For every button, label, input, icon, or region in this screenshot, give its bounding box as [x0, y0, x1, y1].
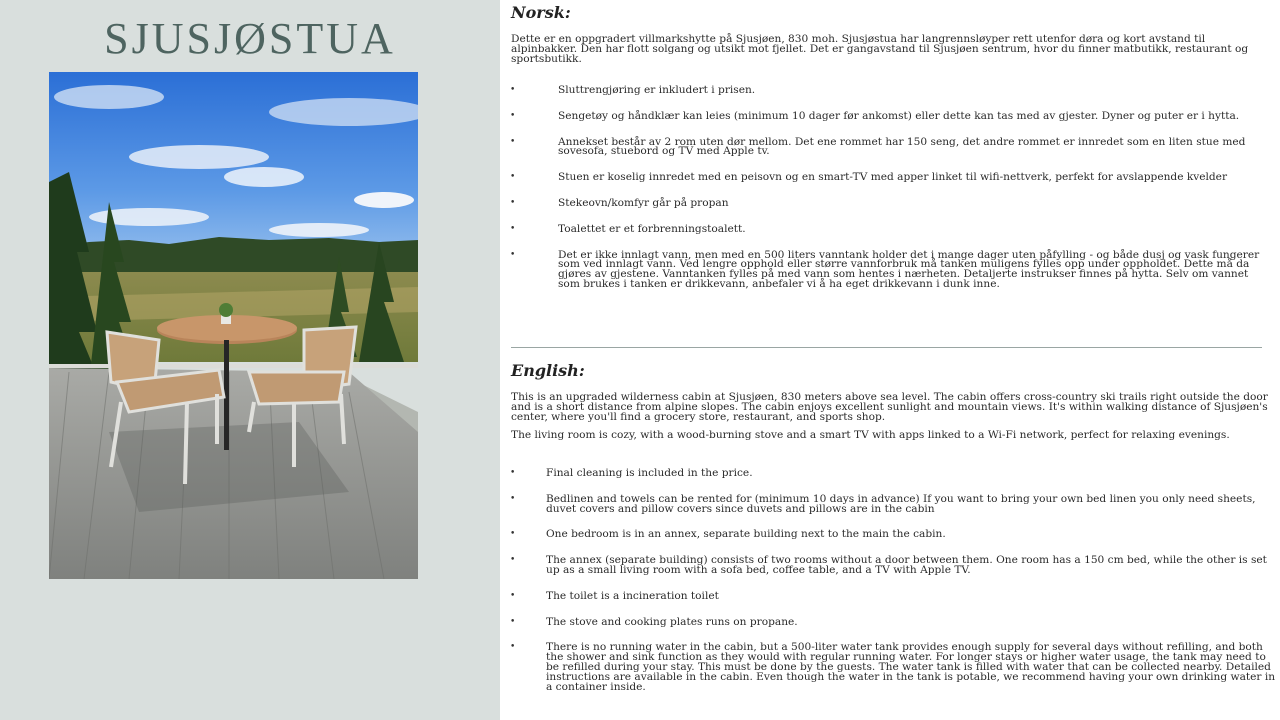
list-item: • Stuen er koselig innredet med en peisovn og en smart-TV med apper linket til wifi-nettverk, perfekt for avslappende kvelder [500, 173, 1270, 183]
list-item: • Annekset består av 2 rom uten dør mellom. Det ene rommet har 150 seng, det andre rommet er innredet som en liten stue med sovesofa, stuebord og TV med Apple tv. [500, 138, 1270, 158]
list-item: • Final cleaning is included in the price. [500, 469, 1276, 479]
english-bullet-list [500, 469, 1280, 692]
english-intro: This is an upgraded wilderness cabin at Sjusjøen, 830 meters above sea level. The cabin offers cross-country ski trails right outside the door and is a short distance from alpine slopes. The cabin enjoys excellent sunlight and mountain views. It's within walking distance of Sjusjøen's center, where you'll find a grocery store, restaurant, and sports shop. [511, 391, 1268, 423]
norsk-heading: Norsk: [511, 3, 571, 22]
list-item: • One bedroom is in an annex, separate building next to the main the cabin. [500, 530, 1276, 540]
norsk-bullet-list [500, 86, 1280, 290]
brand-title: SJUSJØSTUA [104, 14, 396, 63]
list-item: • Det er ikke innlagt vann, men med en 500 liters vanntank holder det i mange dager uten påfylling - og både dusj og vask fungerer som ved innlagt vann. Ved lengre opphold eller større vannforbruk må tanken muligens fylles opp under oppholdet. Dette må da gjøres av gjestene. Vanntanken fylles på med vann som hentes i nærheten. Detaljerte instrukser finnes på hytta. Selv om vannet som brukes i tanken er drikkevann, anbefaler vi å ha eget drikkevann i dunk inne. [500, 251, 1270, 290]
list-item: • Stekeovn/komfyr går på propan [500, 199, 1270, 209]
english-heading: English: [511, 361, 585, 380]
left-panel [0, 0, 500, 720]
list-item: • Toalettet er et forbrenningstoalett. [500, 225, 1270, 235]
list-item: • The stove and cooking plates runs on propane. [500, 618, 1276, 628]
list-item: • There is no running water in the cabin, but a 500-liter water tank provides enough supply for several days without refilling, and both the shower and sink function as they would with regular running water. For longer stays or higher water usage, the tank may need to be refilled during your stay. This must be done by the guests. The water tank is filled with water that can be collected nearby. Detailed instructions are available in the cabin. Even though the water in the tank is potable, we recommend having your own drinking water in a container inside. [500, 643, 1276, 692]
section-divider [511, 347, 1262, 348]
norsk-intro: Dette er en oppgradert villmarkshytte på Sjusjøen, 830 moh. Sjusjøstua har langrennsløyper rett utenfor døra og kort avstand til alpinbakker. Den har flott solgang og utsikt mot fjellet. Det er gangavstand til Sjusjøen sentrum, hvor du finner matbutikk, restaurant og sportsbutikk. [511, 33, 1249, 65]
english-intro-living-room: The living room is cozy, with a wood-burning stove and a smart TV with apps linked to a Wi-Fi network, perfect for relaxing evenings. [511, 429, 1230, 441]
list-item: • The annex (separate building) consists of two rooms without a door between them. One room has a 150 cm bed, while the other is set up as a small living room with a sofa bed, coffee table, and a TV with Apple TV. [500, 556, 1276, 576]
list-item: • Bedlinen and towels can be rented for (minimum 10 days in advance) If you want to bring your own bed linen you only need sheets, duvet covers and pillow covers since duvets and pillows are in the cabin [500, 495, 1276, 515]
list-item: • The toilet is a incineration toilet [500, 592, 1276, 602]
terrace-photo [49, 72, 418, 579]
right-panel [500, 0, 1280, 720]
list-item: • Sluttrengjøring er inkludert i prisen. [500, 86, 1270, 96]
list-item: • Sengetøy og håndklær kan leies (minimum 10 dager før ankomst) eller dette kan tas med av gjester. Dyner og puter er i hytta. [500, 112, 1270, 122]
